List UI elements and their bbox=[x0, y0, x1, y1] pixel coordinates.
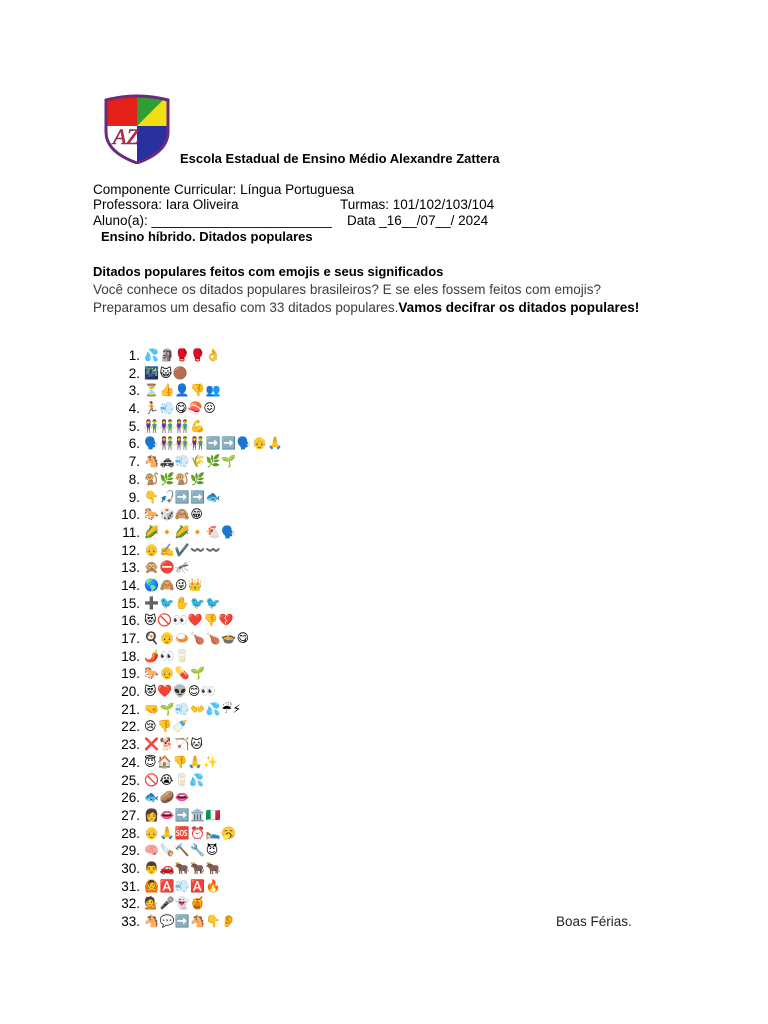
item-number: 12. bbox=[121, 542, 140, 558]
item-number: 27. bbox=[121, 807, 140, 823]
list-item bbox=[114, 878, 283, 896]
list-item bbox=[114, 489, 283, 507]
list-item bbox=[114, 754, 283, 772]
list-item bbox=[114, 382, 283, 400]
item-emoji-sequence: 🌃😺🟤 bbox=[144, 365, 188, 380]
item-emoji-sequence: 😻❤️👽😊👀 bbox=[144, 684, 217, 699]
item-emoji-sequence: 🙊⛔🦟 bbox=[144, 560, 191, 575]
item-emoji-sequence: 🗣️👫👫👫➡️➡️🗣️👴🙏 bbox=[144, 436, 283, 451]
item-number: 6. bbox=[128, 436, 140, 452]
list-item bbox=[114, 542, 283, 560]
item-emoji-sequence: 🍳👴🍛🍗🍗🍲😋 bbox=[144, 631, 250, 645]
logo-letters: AZ bbox=[113, 124, 139, 149]
item-number: 24. bbox=[121, 754, 140, 770]
item-number: 16. bbox=[121, 613, 140, 629]
section-title: Ditados populares feitos com emojis e seus significados bbox=[93, 264, 444, 279]
list-item bbox=[114, 665, 283, 683]
ensino-hibrido-heading: Ensino híbrido. Ditados populares bbox=[101, 229, 313, 244]
item-emoji-sequence: ⏳👍👤👎👥 bbox=[144, 383, 222, 398]
list-item bbox=[114, 595, 283, 613]
item-number: 2. bbox=[128, 365, 140, 381]
list-item bbox=[114, 347, 283, 365]
intro-plain: Preparamos um desafio com 33 ditados populares. bbox=[93, 300, 399, 315]
item-emoji-sequence: 🤜🌱💨👐💦☔⚡ bbox=[144, 701, 242, 716]
item-emoji-sequence: 👇🎣➡️➡️🐟 bbox=[144, 489, 222, 504]
item-number: 5. bbox=[128, 418, 140, 434]
list-item bbox=[114, 736, 283, 754]
item-number: 7. bbox=[128, 454, 140, 470]
list-item bbox=[114, 825, 283, 843]
list-item bbox=[114, 701, 283, 719]
item-emoji-sequence: 🏃💨😋🍣😖 bbox=[144, 401, 217, 416]
list-item bbox=[114, 807, 283, 825]
turmas: Turmas: 101/102/103/104 bbox=[340, 197, 495, 212]
ditados-list bbox=[114, 347, 283, 931]
item-emoji-sequence: 😇🏠👎🙏✨ bbox=[144, 754, 219, 769]
item-emoji-sequence: 🌎🙈😜👑 bbox=[144, 577, 204, 592]
list-item bbox=[114, 860, 283, 878]
item-number: 1. bbox=[128, 348, 140, 363]
item-emoji-sequence: 👨🚗🐂🐂🐂 bbox=[144, 860, 222, 875]
item-emoji-sequence: 🙆🅰️💨🅰️🔥 bbox=[144, 878, 222, 893]
list-item bbox=[114, 648, 283, 666]
date-field: Data _16__/07__/ 2024 bbox=[347, 213, 489, 228]
list-item bbox=[114, 400, 283, 418]
list-item bbox=[114, 559, 283, 577]
item-emoji-sequence: 🐴🚓💨🌾🌿🌱 bbox=[144, 454, 237, 469]
boas-ferias: Boas Férias. bbox=[556, 914, 632, 929]
item-number: 15. bbox=[121, 595, 140, 611]
item-emoji-sequence: 😻🚫👀❤️👎💔 bbox=[144, 613, 235, 628]
list-item bbox=[114, 683, 283, 701]
professora: Professora: Iara Oliveira bbox=[93, 197, 239, 212]
item-emoji-sequence: 🌶️👀🥛 bbox=[144, 648, 191, 663]
item-number: 13. bbox=[121, 560, 140, 576]
item-number: 31. bbox=[121, 878, 140, 894]
item-number: 25. bbox=[121, 772, 140, 788]
item-number: 14. bbox=[121, 577, 140, 593]
item-number: 18. bbox=[121, 648, 140, 664]
item-number: 22. bbox=[121, 719, 140, 735]
item-emoji-sequence: 👴✍️✔️〰️〰️ bbox=[144, 542, 222, 557]
list-item bbox=[114, 577, 283, 595]
item-emoji-sequence: 👫👫👫💪 bbox=[144, 418, 206, 433]
list-item bbox=[114, 842, 283, 860]
item-emoji-sequence: ❌🐕🏹🐱 bbox=[144, 737, 204, 752]
item-number: 21. bbox=[121, 701, 140, 717]
item-emoji-sequence: 🌽🔸🌽🔸🐔🗣️ bbox=[144, 524, 237, 539]
list-item bbox=[114, 718, 283, 736]
item-number: 33. bbox=[121, 914, 140, 929]
school-logo bbox=[103, 92, 171, 164]
item-number: 10. bbox=[121, 507, 140, 523]
item-number: 32. bbox=[121, 896, 140, 912]
item-number: 20. bbox=[121, 684, 140, 700]
item-emoji-sequence: 🐎🎲🙈😁 bbox=[144, 507, 204, 522]
item-number: 8. bbox=[128, 471, 140, 487]
item-number: 3. bbox=[128, 383, 140, 399]
item-number: 4. bbox=[128, 401, 140, 417]
intro-line-1: Você conhece os ditados populares brasileiros? E se eles fossem feitos com emojis? bbox=[93, 282, 602, 297]
list-item bbox=[114, 365, 283, 383]
item-emoji-sequence: 🧠🪚🔨🔧😈 bbox=[144, 843, 219, 858]
item-emoji-sequence: 😢👎🍼 bbox=[144, 719, 188, 734]
item-number: 26. bbox=[121, 790, 140, 806]
item-emoji-sequence: 🐟🥔👄 bbox=[144, 790, 191, 805]
list-item bbox=[114, 895, 283, 913]
item-emoji-sequence: 🚫😭🥛💦 bbox=[144, 772, 205, 787]
list-item bbox=[114, 471, 283, 489]
item-number: 9. bbox=[128, 489, 140, 505]
list-item bbox=[114, 772, 283, 790]
intro-line-2 bbox=[93, 300, 639, 315]
list-item bbox=[114, 418, 283, 436]
item-emoji-sequence: 🐒🌿🐒🌿 bbox=[144, 471, 206, 486]
list-item bbox=[114, 612, 283, 630]
list-item bbox=[114, 506, 283, 524]
list-item bbox=[114, 630, 283, 648]
item-number: 23. bbox=[121, 737, 140, 753]
list-item bbox=[114, 789, 283, 807]
componente-curricular: Componente Curricular: Língua Portuguesa bbox=[93, 182, 355, 197]
item-emoji-sequence: ➕🐦✋🐦🐦 bbox=[144, 595, 222, 610]
list-item bbox=[114, 913, 283, 931]
school-name: Escola Estadual de Ensino Médio Alexandre Zattera bbox=[180, 151, 500, 166]
intro-bold: Vamos decifrar os ditados populares! bbox=[398, 300, 640, 315]
list-item bbox=[114, 453, 283, 471]
item-emoji-sequence: 👴🙏🆘⏰🛌🥱 bbox=[144, 825, 237, 840]
item-number: 11. bbox=[122, 524, 140, 540]
item-number: 17. bbox=[121, 631, 140, 646]
item-number: 19. bbox=[121, 666, 140, 682]
list-item bbox=[114, 524, 283, 542]
item-emoji-sequence: 🐎👴💊🌱 bbox=[144, 666, 206, 681]
item-emoji-sequence: 💁🎤👻🍯 bbox=[144, 896, 206, 911]
item-emoji-sequence: 🐴💬➡️🐴👇👂 bbox=[144, 914, 237, 928]
item-number: 28. bbox=[121, 825, 140, 841]
item-number: 30. bbox=[121, 860, 140, 876]
item-emoji-sequence: 💦🗿🥊🥊👌 bbox=[144, 348, 222, 362]
list-item bbox=[114, 435, 283, 453]
aluno-field: Aluno(a): ________________________ bbox=[93, 213, 332, 228]
item-number: 29. bbox=[121, 843, 140, 859]
item-emoji-sequence: 👩👄➡️🏛️🇮🇹 bbox=[144, 807, 222, 822]
